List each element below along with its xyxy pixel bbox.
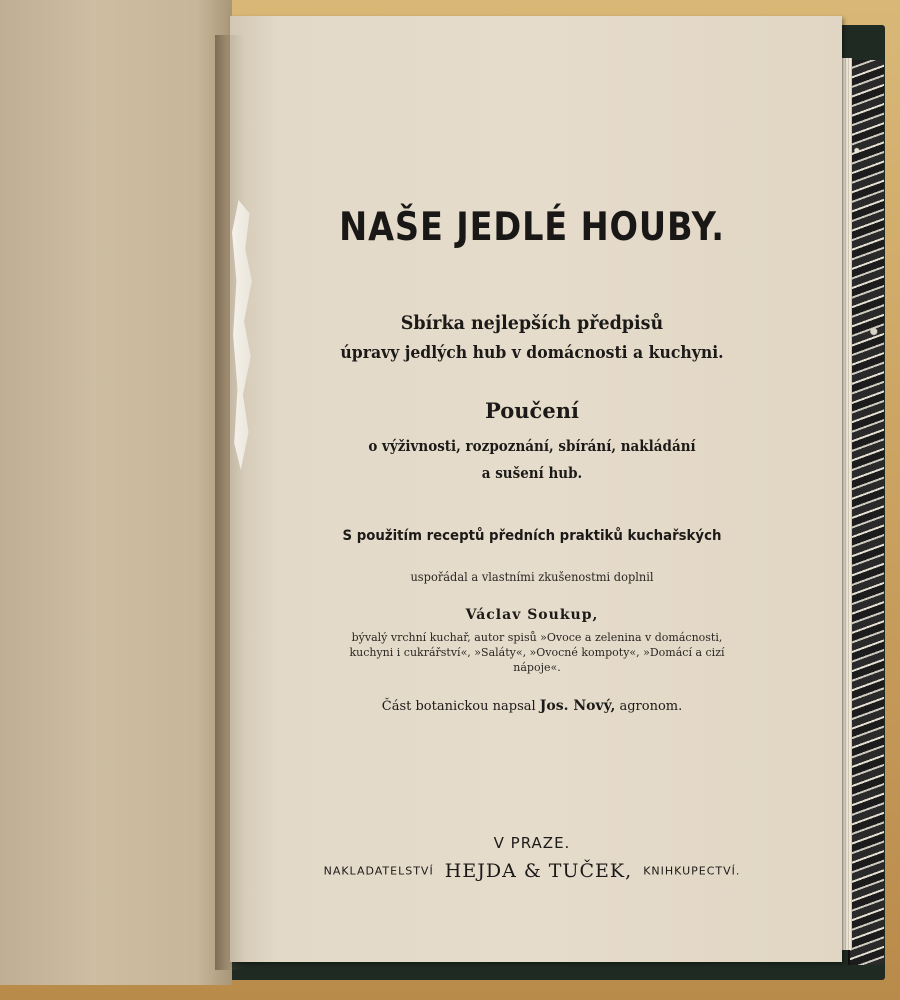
publication-place: V PRAZE.	[493, 834, 571, 852]
author-bio	[302, 630, 772, 675]
publisher-name: HEJDA & TUČEK,	[444, 860, 633, 882]
marbled-cover-edge	[848, 60, 884, 965]
author-bio-line-1: bývalý vrchní kuchař, autor spisů »Ovoce a zelenina v domácnosti,	[351, 631, 723, 644]
arranged-line: uspořádal a vlastními zkušenostmi doplnil	[410, 570, 654, 584]
left-endpaper	[0, 0, 232, 985]
author-bio-line-3: nápoje«.	[513, 661, 561, 674]
publisher-prefix: NAKLADATELSTVÍ	[323, 864, 434, 878]
botany-author: Jos. Nový,	[539, 698, 616, 714]
section-line-1: o výživnosti, rozpoznání, sbírání, nakládání	[368, 437, 696, 455]
publisher-line	[232, 860, 832, 882]
subtitle-line-1: Sbírka nejlepších předpisů	[400, 312, 664, 334]
author-bio-line-2: kuchyni i cukrářství«, »Saláty«, »Ovocné kompoty«, »Domácí a cizí	[349, 646, 725, 659]
botany-credit	[232, 698, 832, 714]
botany-prefix: Část botanickou napsal	[381, 699, 536, 714]
book-title: NAŠE JEDLÉ HOUBY.	[339, 205, 725, 250]
section-heading: Poučení	[485, 398, 579, 423]
author-name: Václav Soukup,	[465, 607, 599, 623]
subtitle-line-2: úpravy jedlých hub v domácnosti a kuchyni.	[340, 343, 724, 363]
section-line-2: a sušení hub.	[481, 464, 583, 482]
recipes-line: S použitím receptů předních praktiků kuchařských	[342, 528, 722, 544]
title-page-text	[232, 0, 832, 1000]
publisher-suffix: KNIHKUPECTVÍ.	[643, 864, 741, 878]
botany-suffix: agronom.	[619, 699, 683, 714]
